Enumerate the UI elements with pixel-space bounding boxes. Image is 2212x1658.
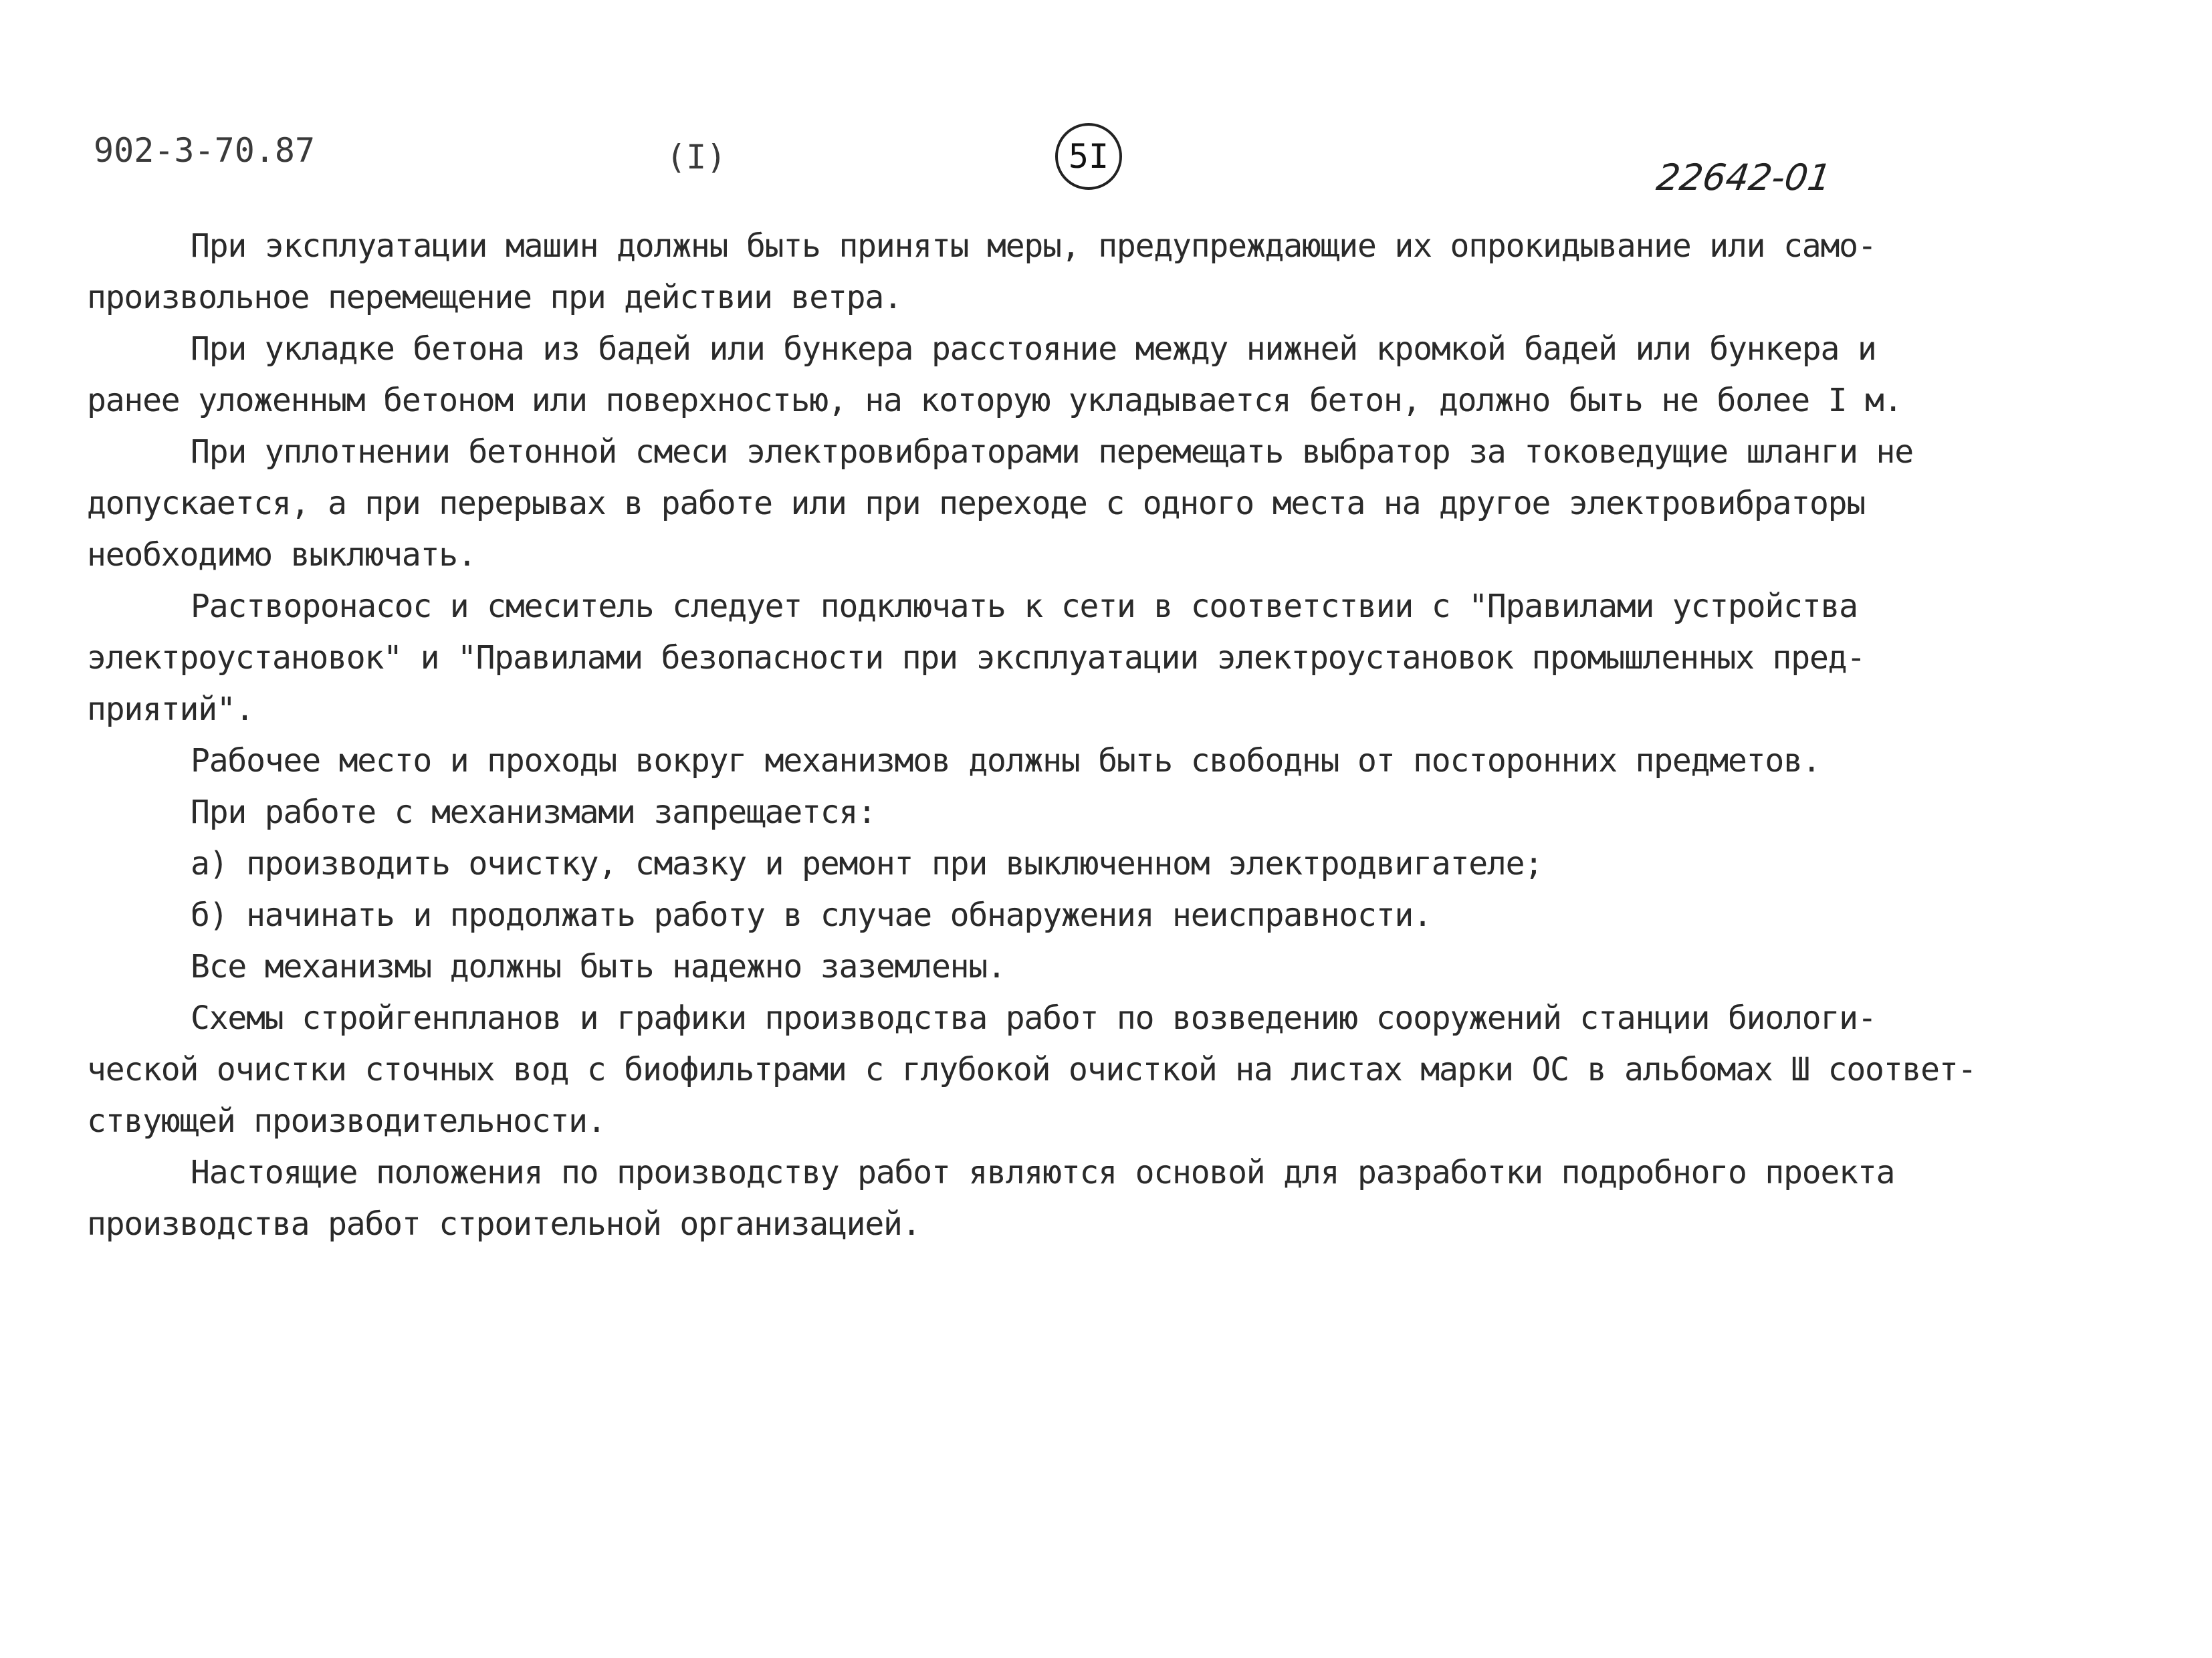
- text-line: Рабочее место и проходы вокруг механизмов должны быть свободны от посторонних предметов.: [191, 742, 1821, 780]
- page-number-circle: 5I: [1055, 123, 1122, 190]
- text-line: При эксплуатации машин должны быть приняты меры, предупреждающие их опрокидывание или само-: [191, 227, 1876, 265]
- text-line: Растворонасос и смеситель следует подключать к сети в соответствии с "Правилами устройства: [191, 588, 1858, 625]
- text-line: ствующей производительности.: [87, 1102, 606, 1140]
- text-line: а) производить очистку, смазку и ремонт при выключенном электродвигателе;: [191, 845, 1543, 882]
- document-code: 902-3-70.87: [94, 131, 316, 170]
- text-line: произвольное перемещение при действии ветра.: [87, 279, 902, 316]
- text-line: При укладке бетона из бадей или бункера расстояние между нижней кромкой бадей или бункера и: [191, 330, 1876, 368]
- text-line: необходимо выключать.: [87, 536, 476, 574]
- text-line: приятий".: [87, 691, 254, 728]
- text-line: производства работ строительной организацией.: [87, 1205, 921, 1243]
- text-line: ческой очистки сточных вод с биофильтрами с глубокой очисткой на листах марки ОС в альбомах Ш соответ-: [87, 1051, 1977, 1088]
- text-line: При уплотнении бетонной смеси электровибраторами перемещать выбратор за токоведущие шланги не: [191, 433, 1913, 471]
- text-line: Настоящие положения по производству работ являются основой для разработки подробного проекта: [191, 1154, 1895, 1191]
- text-line: Все механизмы должны быть надежно заземлены.: [191, 948, 1006, 985]
- sheet-id-handwritten: 22642-01: [1654, 156, 1834, 199]
- text-line: б) начинать и продолжать работу в случае обнаружения неисправности.: [191, 897, 1432, 934]
- text-line: ранее уложенным бетоном или поверхностью, на которую укладывается бетон, должно быть не более I м.: [87, 382, 1902, 419]
- part-number: (I): [666, 138, 727, 176]
- text-line: Схемы стройгенпланов и графики производства работ по возведению сооружений станции биологи-: [191, 999, 1876, 1037]
- text-line: При работе с механизмами запрещается:: [191, 794, 876, 831]
- document-body: [87, 221, 2146, 1250]
- text-line: допускается, а при перерывах в работе или при переходе с одного места на другое электровибраторы: [87, 485, 1866, 522]
- text-line: электроустановок" и "Правилами безопасности при эксплуатации электроустановок промышленных пред-: [87, 639, 1866, 677]
